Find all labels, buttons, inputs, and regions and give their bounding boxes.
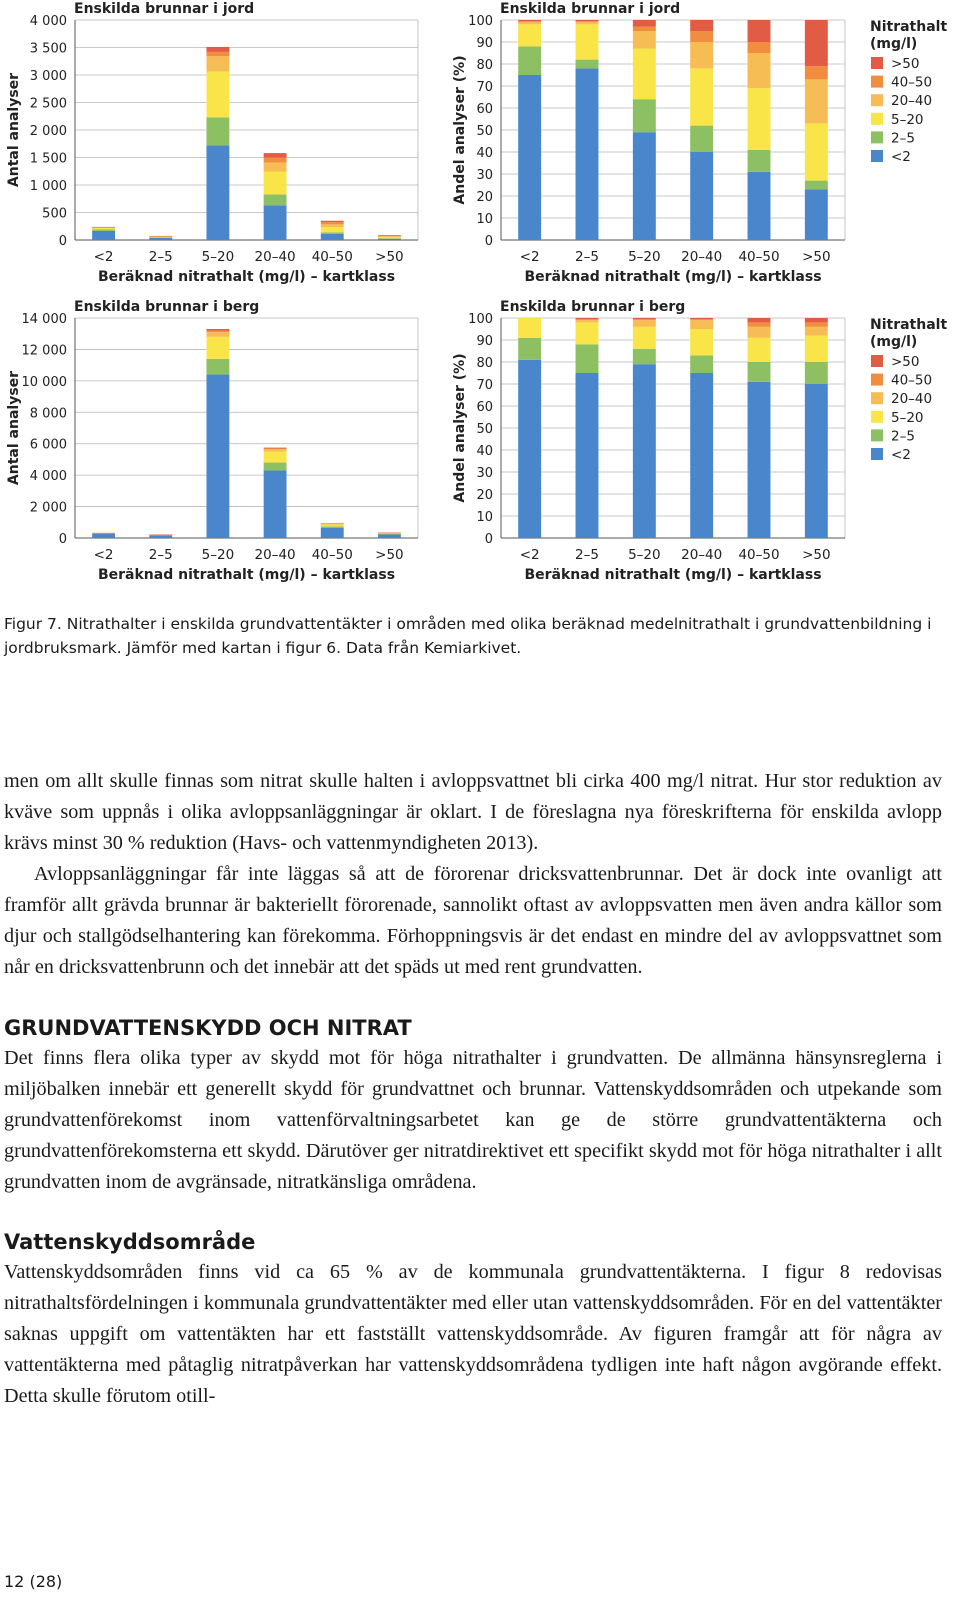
bar-segment-5–20 [633, 31, 656, 49]
x-axis-label: Beräknad nitrathalt (mg/l) – kartklass [97, 269, 396, 285]
y-tick-label: 40 [476, 146, 493, 161]
legend-item: 40–50 [891, 74, 933, 91]
bar-segment-20–40 [264, 205, 287, 240]
bar-segment-<2 [92, 229, 115, 231]
y-tick-label: 0 [58, 532, 67, 547]
x-tick-label: 2–5 [148, 249, 173, 265]
bar-segment-2–5 [576, 20, 599, 21]
chart-panel-2 [452, 1, 845, 285]
legend-swatch [871, 374, 883, 386]
bar-segment-20–40 [690, 42, 713, 68]
bar-segment-40–50 [321, 524, 344, 526]
y-axis-label: Antal analyser [6, 370, 22, 486]
y-tick-label: 20 [476, 190, 493, 205]
bar-segment-5–20 [633, 20, 656, 27]
legend-swatch [871, 150, 883, 162]
legend-title: Nitrathalt [870, 19, 948, 35]
bar-segment-20–40 [264, 448, 287, 449]
bar-segment-2–5 [149, 236, 172, 237]
bar-segment-40–50 [748, 382, 771, 538]
bar-segment-2–5 [149, 535, 172, 538]
x-tick-label: 20–40 [254, 547, 296, 563]
y-tick-label: 2 000 [29, 124, 67, 139]
x-tick-label: 40–50 [311, 249, 353, 265]
chart-panel-4 [452, 299, 845, 583]
bar-segment-40–50 [321, 528, 344, 538]
x-tick-label: 40–50 [738, 547, 780, 563]
bar-segment-2–5 [576, 22, 599, 24]
bar-segment-20–40 [690, 126, 713, 152]
y-tick-label: 6 000 [29, 437, 67, 453]
y-tick-label: 40 [476, 444, 493, 459]
bar-segment->50 [378, 535, 401, 538]
x-tick-label: <2 [519, 547, 540, 563]
y-tick-label: 3 000 [29, 69, 67, 84]
bar-segment-40–50 [321, 224, 344, 227]
x-tick-label: 2–5 [148, 547, 173, 563]
bar-segment-5–20 [206, 47, 229, 52]
bar-segment-40–50 [321, 222, 344, 224]
bar-segment-40–50 [321, 227, 344, 232]
y-tick-label: 14 000 [21, 312, 67, 327]
x-tick-label: 40–50 [311, 547, 353, 563]
chart-title: Enskilda brunnar i jord [74, 1, 255, 17]
bar-segment-5–20 [633, 320, 656, 327]
bar-segment-2–5 [576, 319, 599, 320]
y-tick-label: 500 [42, 206, 67, 222]
y-tick-label: 3 500 [29, 41, 67, 57]
y-tick-label: 30 [476, 466, 493, 481]
legend-1 [870, 19, 947, 165]
bar-segment->50 [805, 181, 828, 190]
bar-segment-5–20 [206, 117, 229, 145]
y-tick-label: 12 000 [21, 343, 67, 359]
y-axis-label: Antal analyser [6, 72, 22, 188]
y-tick-label: 70 [476, 378, 493, 393]
y-axis-label: Andel analyser (%) [452, 55, 468, 205]
legend-item: <2 [891, 149, 911, 165]
bar-segment-2–5 [149, 237, 172, 238]
bar-segment-5–20 [633, 318, 656, 319]
bar-segment-5–20 [633, 49, 656, 100]
bar-segment-40–50 [748, 150, 771, 172]
paragraph-3: Det finns flera olika typer av skydd mot för höga nitrathalter i grundvatten. De allmänna hänsynsreglerna i miljöbalken innebär ett generellt skydd för grundvattnet och brunnar. Vattenskyddsområden och utpekande som grundvattenförekomst inom vattenförvaltningsarbetet kan ge de större grundvattentäkterna och grundvattenförekomsterna ett skydd. Därutöver ger nitratdirektivet ett specifikt skydd mot för höga nitrathalter i allt grundvatten inom de avgränsade, nitratkänsliga områdena. [4, 1047, 942, 1193]
x-tick-label: <2 [519, 249, 540, 265]
legend-swatch [871, 131, 883, 143]
legend-item: >50 [891, 354, 920, 370]
bar-segment-20–40 [690, 329, 713, 355]
x-tick-label: <2 [93, 249, 114, 265]
y-tick-label: 80 [476, 58, 493, 73]
y-tick-label: 8 000 [29, 406, 67, 422]
bar-segment-20–40 [264, 452, 287, 463]
bar-segment-5–20 [206, 337, 229, 359]
bar-segment-40–50 [321, 523, 344, 524]
y-axis-label: Andel analyser (%) [452, 353, 468, 503]
bar-segment-40–50 [748, 338, 771, 362]
bar-segment-40–50 [748, 322, 771, 326]
bar-segment->50 [805, 327, 828, 336]
bar-segment-<2 [92, 534, 115, 538]
paragraph-4: Vattenskyddsområden finns vid ca 65 % av de kommunala grundvattentäkterna. I figur 8 redovisas nitrathaltsfördelningen i kommunala grundvattentäkter med eller utan vattenskyddsområden. För en del vattentäkter saknas uppgift om vattentäkten har ett fastställt vattenskyddsområde. Av figuren framgår att för några av vattentäkterna med påtaglig nitratpåverkan har vattenskyddsområdena tydligen inte haft någon avgörande effekt. Detta skulle förutom otill- [4, 1261, 942, 1407]
bar-segment->50 [805, 384, 828, 538]
bar-segment-2–5 [149, 238, 172, 240]
subsection-heading-vattenskyddsomrade: Vattenskyddsområde [4, 1230, 256, 1254]
bar-segment-20–40 [264, 463, 287, 471]
bar-segment-<2 [92, 231, 115, 240]
bar-segment-5–20 [633, 27, 656, 31]
legend-item: 20–40 [891, 93, 933, 110]
x-tick-label: >50 [375, 547, 404, 563]
bar-segment-<2 [518, 75, 541, 240]
bar-segment-20–40 [264, 449, 287, 451]
x-tick-label: 2–5 [575, 547, 599, 563]
x-axis-label: Beräknad nitrathalt (mg/l) – kartklass [97, 567, 396, 583]
bar-segment-2–5 [576, 320, 599, 322]
bar-segment-20–40 [690, 318, 713, 319]
bar-segment-<2 [518, 20, 541, 21]
bar-segment-5–20 [206, 375, 229, 538]
bar-segment-40–50 [321, 221, 344, 222]
legend-swatch [871, 94, 883, 106]
y-tick-label: 4 000 [29, 469, 67, 485]
chart-title: Enskilda brunnar i berg [500, 299, 686, 315]
bar-segment->50 [805, 66, 828, 79]
figure-caption: Figur 7. Nitrathalter i enskilda grundvattentäkter i områden med olika beräknad medelnitrathalt i grundvattenbildning i jordbruksmark. Jämför med kartan i figur 6. Data från Kemiarkivet. [4, 615, 932, 657]
x-tick-label: 40–50 [738, 249, 780, 265]
bar-segment-<2 [518, 24, 541, 46]
bar-segment-2–5 [576, 344, 599, 373]
bar-segment-5–20 [206, 329, 229, 331]
x-tick-label: 20–40 [254, 249, 296, 265]
bar-segment->50 [805, 362, 828, 384]
bar-segment-5–20 [633, 364, 656, 538]
x-tick-label: <2 [93, 547, 114, 563]
bar-segment-20–40 [264, 470, 287, 538]
x-tick-label: >50 [802, 249, 831, 265]
bar-segment-20–40 [264, 448, 287, 449]
bar-segment->50 [378, 533, 401, 534]
bar-segment-2–5 [576, 322, 599, 344]
legend-item: 20–40 [891, 391, 933, 408]
bar-segment-40–50 [748, 172, 771, 240]
x-tick-label: 20–40 [681, 249, 723, 265]
bar-segment-40–50 [321, 232, 344, 234]
bar-segment-40–50 [748, 42, 771, 53]
bar-segment-5–20 [206, 52, 229, 56]
legend-2 [870, 317, 947, 463]
y-tick-label: 4 000 [29, 14, 67, 29]
bar-segment-<2 [518, 318, 541, 338]
bar-segment->50 [805, 318, 828, 322]
y-tick-label: 100 [468, 14, 493, 29]
bar-segment-20–40 [690, 373, 713, 538]
x-tick-label: 5–20 [201, 249, 235, 265]
bar-segment-5–20 [206, 331, 229, 333]
bar-segment->50 [378, 235, 401, 236]
bar-segment-<2 [518, 338, 541, 360]
chart-title: Enskilda brunnar i berg [74, 299, 260, 315]
bar-segment->50 [805, 123, 828, 180]
bar-segment-2–5 [576, 373, 599, 538]
x-tick-label: >50 [802, 547, 831, 563]
bar-segment-2–5 [149, 535, 172, 536]
bar-segment->50 [805, 20, 828, 66]
legend-title: Nitrathalt [870, 317, 948, 333]
bar-segment-<2 [518, 22, 541, 24]
x-tick-label: 2–5 [575, 249, 599, 265]
legend-swatch [871, 76, 883, 88]
bar-segment->50 [805, 79, 828, 123]
legend-swatch [871, 448, 883, 460]
bar-segment-20–40 [264, 172, 287, 195]
y-tick-label: 90 [476, 334, 493, 349]
bar-segment-<2 [518, 46, 541, 75]
bar-segment-<2 [92, 228, 115, 229]
bar-segment-20–40 [264, 153, 287, 157]
bar-segment-20–40 [690, 20, 713, 31]
y-tick-label: 60 [476, 102, 493, 117]
bar-segment-<2 [518, 360, 541, 538]
bar-segment-5–20 [206, 145, 229, 240]
legend-swatch [871, 113, 883, 125]
bar-segment-20–40 [264, 162, 287, 171]
bar-segment-5–20 [633, 319, 656, 320]
y-tick-label: 2 000 [29, 500, 67, 516]
bar-segment-2–5 [576, 60, 599, 69]
bar-segment-<2 [92, 533, 115, 534]
y-tick-label: 2 500 [29, 96, 67, 112]
y-tick-label: 0 [484, 234, 493, 249]
chart-panel-1 [6, 1, 418, 285]
y-tick-label: 80 [476, 356, 493, 371]
bar-segment-40–50 [748, 318, 771, 322]
legend-item: 5–20 [891, 409, 924, 426]
bar-segment-5–20 [633, 327, 656, 349]
bar-segment-<2 [518, 21, 541, 22]
y-tick-label: 50 [476, 422, 493, 437]
bar-segment-20–40 [690, 152, 713, 240]
bar-segment-20–40 [264, 194, 287, 205]
legend-item: 2–5 [891, 428, 915, 445]
paragraph-1: men om allt skulle finnas som nitrat skulle halten i avloppsvattnet bli cirka 400 mg/l nitrat. Hur stor reduktion av kväve som uppnås i olika avloppsanläggningar är oklart. I de föreslagna nya föreskrifterna för enskilda avlopp krävs minst 30 % reduktion (Havs- och vattenmyndigheten 2013). [4, 770, 942, 854]
bar-segment-20–40 [690, 319, 713, 320]
bar-segment->50 [805, 336, 828, 362]
legend-item: 2–5 [891, 130, 915, 147]
bar-segment-2–5 [576, 24, 599, 59]
bar-segment-40–50 [321, 526, 344, 528]
bar-segment->50 [378, 236, 401, 237]
y-tick-label: 70 [476, 80, 493, 95]
y-tick-label: 60 [476, 400, 493, 415]
bar-segment-20–40 [690, 31, 713, 42]
bar-segment-5–20 [206, 56, 229, 71]
figure-7-charts [0, 0, 960, 600]
bar-segment-40–50 [321, 234, 344, 240]
y-tick-label: 0 [484, 532, 493, 547]
bar-segment->50 [805, 189, 828, 240]
legend-swatch [871, 57, 883, 69]
x-axis-label: Beräknad nitrathalt (mg/l) – kartklass [524, 567, 822, 583]
bar-segment-20–40 [690, 68, 713, 125]
bar-segment->50 [805, 322, 828, 326]
y-tick-label: 1 000 [29, 179, 67, 194]
bar-segment->50 [378, 534, 401, 535]
x-tick-label: 20–40 [681, 547, 723, 563]
bar-segment-2–5 [576, 21, 599, 22]
chart-panel-3 [6, 299, 418, 583]
x-tick-label: 5–20 [628, 547, 661, 563]
x-axis-label: Beräknad nitrathalt (mg/l) – kartklass [524, 269, 822, 285]
y-tick-label: 30 [476, 168, 493, 183]
bar-segment-20–40 [264, 158, 287, 163]
y-tick-label: 10 [476, 510, 493, 525]
chart-title: Enskilda brunnar i jord [500, 1, 681, 17]
bar-segment-5–20 [633, 349, 656, 364]
bar-segment->50 [378, 236, 401, 237]
x-tick-label: 5–20 [628, 249, 661, 265]
bar-segment-2–5 [576, 318, 599, 319]
y-tick-label: 100 [468, 312, 493, 327]
legend-swatch [871, 429, 883, 441]
legend-item: <2 [891, 447, 911, 463]
bar-segment-5–20 [206, 332, 229, 337]
bar-segment-40–50 [748, 20, 771, 42]
bar-segment-20–40 [690, 320, 713, 329]
bar-segment-40–50 [748, 327, 771, 338]
bar-segment-40–50 [748, 88, 771, 150]
x-tick-label: >50 [375, 249, 404, 265]
bar-segment-20–40 [690, 355, 713, 373]
legend-item: 40–50 [891, 372, 933, 389]
legend-item: 5–20 [891, 111, 924, 128]
legend-unit: (mg/l) [870, 334, 918, 350]
body-text [4, 766, 942, 1412]
legend-swatch [871, 355, 883, 367]
y-tick-label: 90 [476, 36, 493, 51]
bar-segment->50 [378, 237, 401, 238]
legend-item: >50 [891, 56, 920, 72]
y-tick-label: 10 [476, 212, 493, 227]
y-tick-label: 1 500 [29, 151, 67, 167]
bar-segment-5–20 [633, 132, 656, 240]
page-number: 12 (28) [4, 1572, 63, 1591]
y-tick-label: 0 [58, 234, 67, 249]
bar-segment-40–50 [748, 362, 771, 382]
bar-segment->50 [378, 238, 401, 239]
y-tick-label: 20 [476, 488, 493, 503]
bar-segment-<2 [92, 227, 115, 228]
bar-segment-5–20 [206, 72, 229, 118]
y-tick-label: 50 [476, 124, 493, 139]
bar-segment-2–5 [576, 68, 599, 240]
legend-swatch [871, 411, 883, 423]
x-tick-label: 5–20 [201, 547, 235, 563]
paragraph-2: Avloppsanläggningar får inte läggas så att de förorenar dricksvattenbrunnar. Det är dock inte ovanligt att framför allt grävda brunnar är bakteriellt förorenade, sannolikt oftast av avloppsvatten men även andra källor som djur och stallgödselhantering kan förekomma. Förhoppningsvis är det endast en mindre del av avloppsvattnet som når en dricksvattenbrunn och det innebär att det späds ut med rent grundvatten. [4, 863, 942, 978]
legend-unit: (mg/l) [870, 36, 918, 52]
bar-segment-5–20 [206, 359, 229, 375]
bar-segment-5–20 [633, 99, 656, 132]
bar-segment-40–50 [748, 53, 771, 88]
section-heading-grundvattenskydd: GRUNDVATTENSKYDD OCH NITRAT [4, 1016, 412, 1040]
y-tick-label: 10 000 [21, 374, 67, 390]
legend-swatch [871, 392, 883, 404]
